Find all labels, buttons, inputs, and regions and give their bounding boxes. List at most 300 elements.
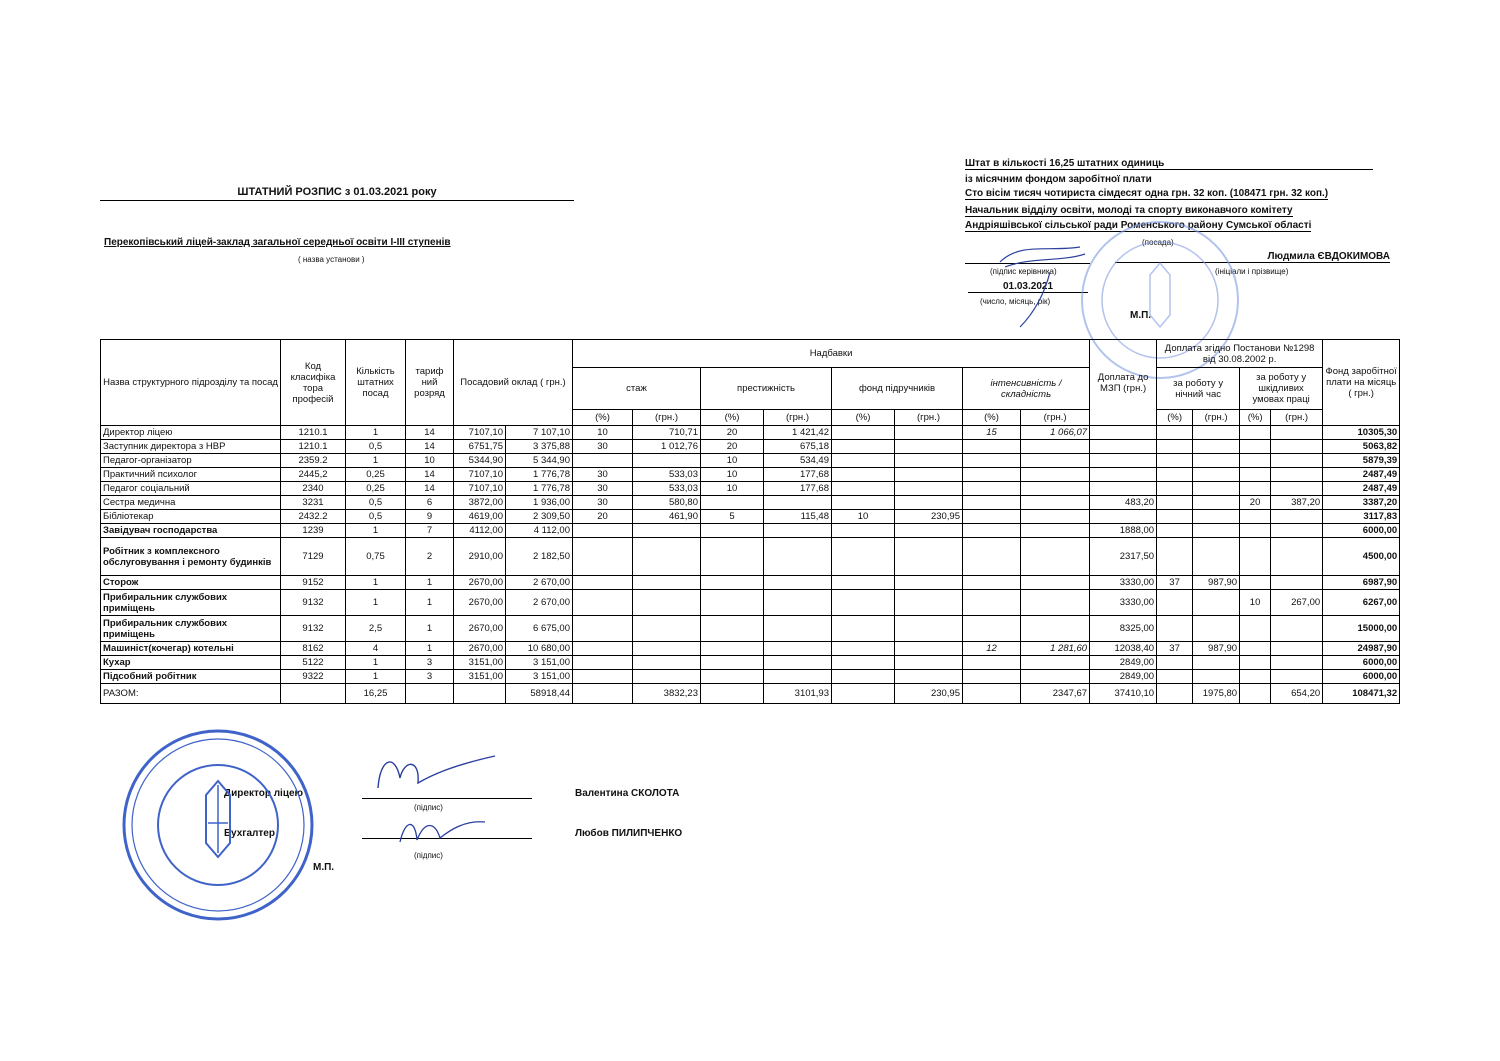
cell-grade: 14 <box>406 440 454 454</box>
total-prestige: 3101,93 <box>764 684 832 704</box>
cell-count: 1 <box>346 524 406 538</box>
header-name: Назва структурного підрозділу та посад <box>101 340 281 426</box>
cell-int-g <box>1021 496 1090 510</box>
total-salary: 58918,44 <box>506 684 573 704</box>
director-sign-caption: (підпис) <box>414 803 443 812</box>
cell-code: 1210.1 <box>281 426 346 440</box>
cell-stazh-p: 30 <box>573 496 633 510</box>
cell-night-p <box>1157 670 1193 684</box>
cell-rate: 2670,00 <box>454 616 506 642</box>
approval-seal-mark: М.П. <box>1130 310 1152 321</box>
cell-night-g <box>1193 454 1240 468</box>
cell-fund: 4500,00 <box>1323 538 1400 576</box>
cell-grade: 1 <box>406 642 454 656</box>
cell-text-p <box>832 482 895 496</box>
cell-grade: 9 <box>406 510 454 524</box>
cell-name: Робітник з комплексного обслуговування і ремонту будинків <box>101 538 281 576</box>
cell-harm-g: 387,20 <box>1271 496 1323 510</box>
cell-count: 1 <box>346 656 406 670</box>
accountant-label: Бухгалтер <box>224 828 275 839</box>
cell-night-g: 987,90 <box>1193 642 1240 656</box>
table-row <box>101 468 1400 482</box>
cell-count: 1 <box>346 576 406 590</box>
subheader-uah: (грн.) <box>895 410 963 426</box>
cell-night-p <box>1157 616 1193 642</box>
subheader-pct: (%) <box>832 410 895 426</box>
cell-mzp: 3330,00 <box>1090 576 1157 590</box>
cell-stazh-g: 461,90 <box>633 510 701 524</box>
cell-fund: 3387,20 <box>1323 496 1400 510</box>
subheader-uah: (грн.) <box>1021 410 1090 426</box>
cell-prest-g <box>764 642 832 656</box>
cell-harm-g <box>1271 482 1323 496</box>
cell-rate: 7107,10 <box>454 468 506 482</box>
cell-count: 0,5 <box>346 440 406 454</box>
cell-harm-g <box>1271 538 1323 576</box>
cell-rate: 7107,10 <box>454 482 506 496</box>
cell-night-p: 37 <box>1157 642 1193 656</box>
cell-name: Кухар <box>101 656 281 670</box>
cell-stazh-p <box>573 670 633 684</box>
cell-night-p <box>1157 468 1193 482</box>
director-signature <box>370 748 510 803</box>
cell-grade: 1 <box>406 616 454 642</box>
cell-mzp <box>1090 468 1157 482</box>
cell-night-g <box>1193 538 1240 576</box>
cell-fund: 2487,49 <box>1323 482 1400 496</box>
cell-rate: 6751,75 <box>454 440 506 454</box>
header-mzp: Доплата до МЗП (грн.) <box>1090 340 1157 426</box>
cell-stazh-g <box>633 590 701 616</box>
cell-text-p <box>832 468 895 482</box>
cell-rate: 4112,00 <box>454 524 506 538</box>
cell-salary: 3 375,88 <box>506 440 573 454</box>
cell-salary: 3 151,00 <box>506 656 573 670</box>
cell-int-g <box>1021 524 1090 538</box>
cell-harm-p <box>1240 440 1271 454</box>
cell-prest-g <box>764 524 832 538</box>
cell-count: 2,5 <box>346 616 406 642</box>
cell-grade: 3 <box>406 670 454 684</box>
institution-name: Перекопівський ліцей-заклад загальної середньої освіти І-ІІІ ступенів <box>104 237 451 248</box>
cell-text-p <box>832 590 895 616</box>
accountant-sign-caption: (підпис) <box>414 851 443 860</box>
cell-mzp: 2849,00 <box>1090 670 1157 684</box>
total-mzp: 37410,10 <box>1090 684 1157 704</box>
total-empty-cell <box>1240 684 1271 704</box>
cell-text-p <box>832 670 895 684</box>
cell-count: 0,5 <box>346 496 406 510</box>
table-row <box>101 440 1400 454</box>
cell-name: Машиніст(кочегар) котельні <box>101 642 281 656</box>
cell-mzp <box>1090 426 1157 440</box>
cell-int-p <box>963 496 1021 510</box>
table-row <box>101 656 1400 670</box>
cell-harm-p <box>1240 510 1271 524</box>
cell-rate: 3872,00 <box>454 496 506 510</box>
cell-count: 0,5 <box>346 510 406 524</box>
cell-mzp: 483,20 <box>1090 496 1157 510</box>
header-count: Кількість штатних посад <box>346 340 406 426</box>
cell-harm-g <box>1271 426 1323 440</box>
cell-code: 9152 <box>281 576 346 590</box>
cell-harm-g <box>1271 454 1323 468</box>
cell-text-p <box>832 656 895 670</box>
cell-int-p <box>963 538 1021 576</box>
cell-int-g <box>1021 440 1090 454</box>
cell-rate: 5344,90 <box>454 454 506 468</box>
cell-text-p <box>832 496 895 510</box>
signature-caption: (підпис керівника) <box>990 267 1057 276</box>
cell-prest-g: 534,49 <box>764 454 832 468</box>
cell-night-p <box>1157 590 1193 616</box>
cell-salary: 6 675,00 <box>506 616 573 642</box>
cell-harm-g <box>1271 576 1323 590</box>
total-empty-cell <box>573 684 633 704</box>
cell-stazh-p: 10 <box>573 426 633 440</box>
subheader-pct: (%) <box>701 410 764 426</box>
cell-text-p <box>832 538 895 576</box>
cell-code: 5122 <box>281 656 346 670</box>
cell-stazh-p <box>573 454 633 468</box>
total-empty-cell <box>1157 684 1193 704</box>
cell-grade: 14 <box>406 482 454 496</box>
cell-fund: 15000,00 <box>1323 616 1400 642</box>
cell-grade: 2 <box>406 538 454 576</box>
position-caption: (посада) <box>1142 238 1174 247</box>
cell-prest-p <box>701 538 764 576</box>
approval-line-3: Сто вісім тисяч чотириста сімдесят одна грн. 32 коп. (108471 грн. 32 коп.) <box>965 188 1329 199</box>
total-intensity: 2347,67 <box>1021 684 1090 704</box>
cell-prest-p: 10 <box>701 482 764 496</box>
cell-stazh-g <box>633 656 701 670</box>
total-night: 1975,80 <box>1193 684 1240 704</box>
cell-prest-g: 1 421,42 <box>764 426 832 440</box>
cell-night-g <box>1193 440 1240 454</box>
total-harmful: 654,20 <box>1271 684 1323 704</box>
cell-salary: 1 776,78 <box>506 468 573 482</box>
cell-harm-g <box>1271 656 1323 670</box>
cell-grade: 1 <box>406 576 454 590</box>
cell-prest-g <box>764 656 832 670</box>
cell-int-g <box>1021 616 1090 642</box>
header-salary: Посадовий оклад ( грн.) <box>454 340 573 426</box>
cell-name: Бібліотекар <box>101 510 281 524</box>
cell-fund: 2487,49 <box>1323 468 1400 482</box>
bottom-seal-mark: М.П. <box>313 862 335 873</box>
subheader-pct: (%) <box>573 410 633 426</box>
cell-salary: 7 107,10 <box>506 426 573 440</box>
cell-stazh-g <box>633 670 701 684</box>
total-empty-cell <box>832 684 895 704</box>
cell-count: 4 <box>346 642 406 656</box>
cell-fund: 5879,39 <box>1323 454 1400 468</box>
cell-int-g <box>1021 468 1090 482</box>
cell-name: Педагог соціальний <box>101 482 281 496</box>
cell-harm-p <box>1240 670 1271 684</box>
cell-stazh-p <box>573 656 633 670</box>
cell-rate: 7107,10 <box>454 426 506 440</box>
cell-night-g <box>1193 496 1240 510</box>
cell-salary: 4 112,00 <box>506 524 573 538</box>
head-name: Людмила ЄВДОКИМОВА <box>1115 251 1390 263</box>
cell-stazh-p: 30 <box>573 440 633 454</box>
table-row <box>101 482 1400 496</box>
approval-line-4: Начальник відділу освіти, молоді та спорту виконавчого комітету <box>965 205 1293 216</box>
cell-mzp: 3330,00 <box>1090 590 1157 616</box>
cell-night-p: 37 <box>1157 576 1193 590</box>
cell-night-g <box>1193 656 1240 670</box>
header-harmful: за роботу у шкідливих умовах праці <box>1240 368 1323 410</box>
cell-night-p <box>1157 510 1193 524</box>
cell-salary: 2 670,00 <box>506 590 573 616</box>
cell-stazh-p <box>573 524 633 538</box>
total-row <box>101 684 1400 704</box>
cell-prest-p: 20 <box>701 426 764 440</box>
cell-text-p <box>832 642 895 656</box>
cell-harm-p <box>1240 538 1271 576</box>
cell-int-p: 12 <box>963 642 1021 656</box>
header-intensity: інтенсивність / складність <box>963 368 1090 410</box>
cell-harm-p <box>1240 656 1271 670</box>
cell-stazh-g <box>633 642 701 656</box>
cell-rate: 2670,00 <box>454 642 506 656</box>
cell-harm-p <box>1240 454 1271 468</box>
table-row <box>101 670 1400 684</box>
cell-night-p <box>1157 426 1193 440</box>
accountant-signature <box>395 810 505 855</box>
cell-stazh-g: 710,71 <box>633 426 701 440</box>
cell-name: Педагог-організатор <box>101 454 281 468</box>
cell-text-p <box>832 440 895 454</box>
cell-code: 1239 <box>281 524 346 538</box>
cell-harm-g <box>1271 642 1323 656</box>
cell-text-g <box>895 426 963 440</box>
cell-name: Практичний психолог <box>101 468 281 482</box>
cell-night-g <box>1193 510 1240 524</box>
table-row <box>101 454 1400 468</box>
cell-stazh-p <box>573 576 633 590</box>
approval-line-1: Штат в кількості 16,25 штатних одиниць <box>965 158 1373 170</box>
total-empty-cell <box>963 684 1021 704</box>
cell-harm-p <box>1240 576 1271 590</box>
cell-night-p <box>1157 496 1193 510</box>
cell-mzp: 12038,40 <box>1090 642 1157 656</box>
cell-prest-g <box>764 590 832 616</box>
cell-count: 1 <box>346 670 406 684</box>
table-row <box>101 496 1400 510</box>
cell-mzp <box>1090 440 1157 454</box>
cell-int-p <box>963 616 1021 642</box>
cell-text-g <box>895 616 963 642</box>
cell-int-p <box>963 670 1021 684</box>
cell-night-g <box>1193 670 1240 684</box>
cell-stazh-g: 533,03 <box>633 482 701 496</box>
staff-table <box>100 339 1400 704</box>
cell-stazh-g <box>633 454 701 468</box>
cell-stazh-g: 1 012,76 <box>633 440 701 454</box>
cell-mzp: 1888,00 <box>1090 524 1157 538</box>
cell-prest-g: 177,68 <box>764 468 832 482</box>
cell-code: 7129 <box>281 538 346 576</box>
cell-text-g <box>895 538 963 576</box>
cell-harm-g <box>1271 616 1323 642</box>
cell-prest-p: 10 <box>701 468 764 482</box>
cell-name: Сестра медична <box>101 496 281 510</box>
cell-code: 1210.1 <box>281 440 346 454</box>
cell-mzp: 8325,00 <box>1090 616 1157 642</box>
cell-code: 2340 <box>281 482 346 496</box>
header-stazh: стаж <box>573 368 701 410</box>
cell-night-g <box>1193 616 1240 642</box>
total-stazh: 3832,23 <box>633 684 701 704</box>
cell-harm-p <box>1240 616 1271 642</box>
cell-harm-g <box>1271 670 1323 684</box>
cell-prest-p <box>701 576 764 590</box>
cell-code: 2432.2 <box>281 510 346 524</box>
cell-stazh-g <box>633 538 701 576</box>
cell-harm-p <box>1240 482 1271 496</box>
institution-stamp <box>118 725 318 925</box>
cell-fund: 3117,83 <box>1323 510 1400 524</box>
cell-rate: 2910,00 <box>454 538 506 576</box>
table-row <box>101 538 1400 576</box>
cell-text-p <box>832 524 895 538</box>
cell-prest-p <box>701 590 764 616</box>
cell-count: 1 <box>346 454 406 468</box>
cell-grade: 6 <box>406 496 454 510</box>
cell-night-g <box>1193 482 1240 496</box>
cell-text-g <box>895 482 963 496</box>
cell-night-g <box>1193 524 1240 538</box>
cell-night-g <box>1193 590 1240 616</box>
total-fund: 108471,32 <box>1323 684 1400 704</box>
table-row <box>101 510 1400 524</box>
cell-name: Завідувач господарства <box>101 524 281 538</box>
cell-stazh-p: 30 <box>573 482 633 496</box>
cell-text-g: 230,95 <box>895 510 963 524</box>
cell-int-p <box>963 656 1021 670</box>
cell-prest-g: 115,48 <box>764 510 832 524</box>
subheader-uah: (грн.) <box>1193 410 1240 426</box>
cell-code: 9132 <box>281 590 346 616</box>
cell-name: Прибиральник службових приміщень <box>101 590 281 616</box>
cell-text-p <box>832 454 895 468</box>
subheader-uah: (грн.) <box>633 410 701 426</box>
header-textbooks: фонд підручників <box>832 368 963 410</box>
cell-stazh-g <box>633 616 701 642</box>
cell-prest-p <box>701 670 764 684</box>
cell-harm-g <box>1271 510 1323 524</box>
cell-int-p <box>963 468 1021 482</box>
director-label: Директор ліцею <box>224 788 304 799</box>
cell-rate: 2670,00 <box>454 576 506 590</box>
cell-harm-p <box>1240 524 1271 538</box>
cell-fund: 6267,00 <box>1323 590 1400 616</box>
cell-salary: 3 151,00 <box>506 670 573 684</box>
approval-line-2: із місячним фондом заробітної плати <box>965 174 1152 185</box>
cell-int-p <box>963 482 1021 496</box>
cell-int-g <box>1021 510 1090 524</box>
cell-harm-g <box>1271 468 1323 482</box>
cell-int-p <box>963 524 1021 538</box>
cell-prest-g <box>764 496 832 510</box>
cell-code: 3231 <box>281 496 346 510</box>
cell-rate: 4619,00 <box>454 510 506 524</box>
cell-night-g <box>1193 468 1240 482</box>
table-row <box>101 616 1400 642</box>
total-count: 16,25 <box>346 684 406 704</box>
cell-text-g <box>895 576 963 590</box>
total-empty-cell <box>454 684 506 704</box>
cell-code: 8162 <box>281 642 346 656</box>
cell-int-g <box>1021 656 1090 670</box>
cell-text-g <box>895 656 963 670</box>
cell-prest-g <box>764 576 832 590</box>
cell-prest-p: 20 <box>701 440 764 454</box>
cell-int-g: 1 281,60 <box>1021 642 1090 656</box>
table-row <box>101 576 1400 590</box>
cell-harm-p: 10 <box>1240 590 1271 616</box>
cell-salary: 5 344,90 <box>506 454 573 468</box>
cell-stazh-g <box>633 576 701 590</box>
director-name: Валентина СКОЛОТА <box>575 788 680 799</box>
cell-prest-g: 675,18 <box>764 440 832 454</box>
cell-text-g <box>895 496 963 510</box>
cell-int-g <box>1021 590 1090 616</box>
cell-rate: 3151,00 <box>454 656 506 670</box>
cell-harm-p <box>1240 468 1271 482</box>
header-code: Код класифіка тора професій <box>281 340 346 426</box>
cell-mzp <box>1090 482 1157 496</box>
cell-harm-g <box>1271 524 1323 538</box>
cell-int-g <box>1021 576 1090 590</box>
cell-mzp <box>1090 454 1157 468</box>
cell-text-p <box>832 616 895 642</box>
cell-prest-p <box>701 642 764 656</box>
cell-count: 1 <box>346 590 406 616</box>
cell-fund: 6000,00 <box>1323 656 1400 670</box>
cell-grade: 10 <box>406 454 454 468</box>
cell-text-p <box>832 426 895 440</box>
document-title: ШТАТНИЙ РОЗПИС з 01.03.2021 року <box>100 186 574 201</box>
cell-text-g <box>895 440 963 454</box>
header-grade: тариф ний розряд <box>406 340 454 426</box>
cell-salary: 10 680,00 <box>506 642 573 656</box>
cell-fund: 5063,82 <box>1323 440 1400 454</box>
cell-rate: 2670,00 <box>454 590 506 616</box>
total-textbooks: 230,95 <box>895 684 963 704</box>
cell-int-p <box>963 590 1021 616</box>
subheader-uah: (грн.) <box>1271 410 1323 426</box>
cell-night-p <box>1157 538 1193 576</box>
cell-fund: 24987,90 <box>1323 642 1400 656</box>
cell-fund: 10305,30 <box>1323 426 1400 440</box>
cell-stazh-p <box>573 538 633 576</box>
institution-caption: ( назва установи ) <box>298 255 365 264</box>
cell-mzp: 2317,50 <box>1090 538 1157 576</box>
cell-grade: 7 <box>406 524 454 538</box>
total-empty-cell <box>701 684 764 704</box>
date-caption: (число, місяць, рік) <box>980 297 1051 306</box>
cell-night-p <box>1157 454 1193 468</box>
cell-salary: 1 936,00 <box>506 496 573 510</box>
cell-stazh-g: 580,80 <box>633 496 701 510</box>
cell-night-g <box>1193 426 1240 440</box>
subheader-uah: (грн.) <box>764 410 832 426</box>
cell-prest-p <box>701 496 764 510</box>
cell-grade: 1 <box>406 590 454 616</box>
